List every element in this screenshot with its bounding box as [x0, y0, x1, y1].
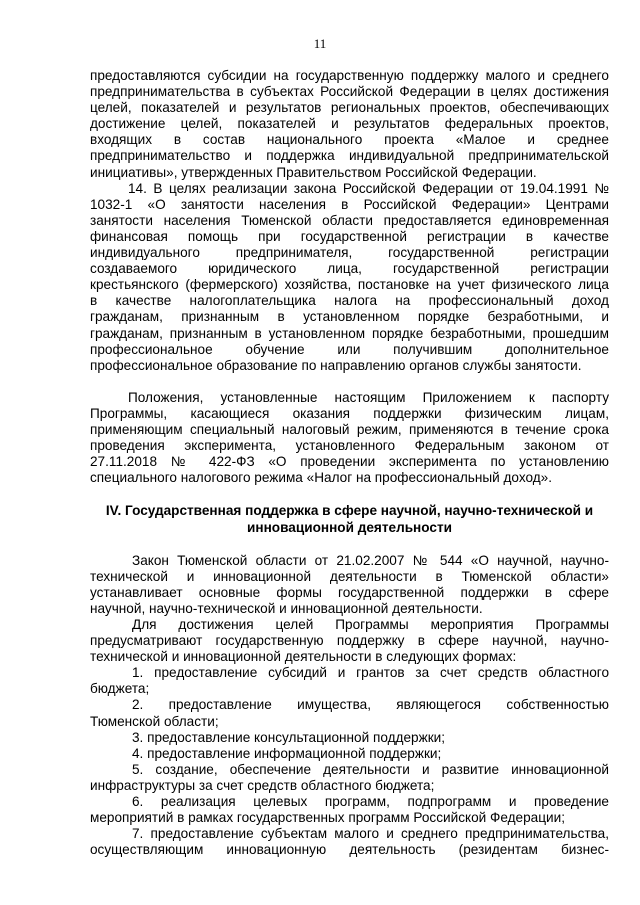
list-item: 4. предоставление информационной поддержки;: [132, 745, 442, 761]
text-line: гражданам, признанным в установленном порядке безработными, прошедшим: [90, 325, 609, 341]
text-line: инфраструктуры за счет средств областного бюджета;: [90, 777, 435, 793]
list-item: 5. создание, обеспечение деятельности и развитие инновационной: [132, 761, 609, 777]
text-line: Тюменской области;: [90, 713, 219, 729]
document-body: [90, 68, 609, 858]
text-line: предусматривают государственную поддержку в сфере научной, научно-: [90, 633, 609, 649]
text-line: технической и инновационной деятельности в следующих формах:: [90, 649, 517, 665]
text-line: индивидуального предпринимателя, государственной регистрации: [90, 245, 609, 261]
text-line: предпринимательства в субъектах Российской Федерации в целях достижения: [90, 84, 609, 100]
text-line: 1032-1 «О занятости населения в Российской Федерации» Центрами: [90, 196, 609, 212]
text-line: проведения эксперимента, установленного Федеральным законом от: [90, 438, 609, 454]
paragraph-gap: [90, 486, 609, 503]
text-line: научной, научно-технической и инновационной деятельности.: [90, 600, 483, 616]
text-line: Закон Тюменской области от 21.02.2007 № 544 «О научной, научно-: [132, 552, 609, 568]
paragraph-gap: [90, 536, 609, 553]
text-line: гражданам, признанным в установленном порядке безработными, и: [90, 309, 609, 325]
text-line: 27.11.2018 № 422-ФЗ «О проведении эксперимента по установлению: [90, 454, 609, 470]
text-line: инициативы», утвержденных Правительством Российской Федерации.: [90, 164, 537, 180]
text-line: специального налогового режима «Налог на профессиональный доход».: [90, 470, 553, 486]
text-line: входящих в состав национального проекта «Малое и среднее: [90, 132, 609, 148]
text-line: технической и инновационной деятельности в Тюменской области»: [90, 568, 609, 584]
paragraph-gap: [90, 374, 609, 390]
page-number: 11: [313, 36, 327, 51]
text-line: финансовая помощь при государственной регистрации в качестве: [90, 228, 609, 244]
text-line: создаваемого юридического лица, государственной регистрации: [90, 261, 609, 277]
list-item: 2. предоставление имущества, являющегося собственностью: [132, 697, 609, 713]
text-line: достижение целей, показателей и результатов федеральных проектов,: [90, 116, 609, 132]
text-line: Положения, установленные настоящим Приложением к паспорту: [128, 389, 609, 405]
list-item: 3. предоставление консультационной поддержки;: [132, 729, 446, 745]
text-line: профессиональное обучение или получившим дополнительное: [90, 341, 609, 357]
text-line: профессиональное образование по направлению органов службы занятости.: [90, 357, 582, 373]
text-line: осуществляющим инновационную деятельность (резидентам бизнес-: [90, 842, 609, 858]
text-line: Для достижения целей Программы мероприятия Программы: [132, 617, 609, 632]
list-item: 7. предоставление субъектам малого и среднего предпринимательства,: [132, 826, 609, 842]
list-item: 6. реализация целевых программ, подпрограмм и проведение: [132, 794, 609, 810]
list-item: 1. предоставление субсидий и грантов за счет средств областного: [132, 665, 609, 681]
text-line: мероприятий в рамках государственных программ Российской Федерации;: [90, 810, 565, 826]
text-line: применяющим специальный налоговый режим, применяются в течение срока: [90, 422, 609, 438]
text-line: бюджета;: [90, 681, 150, 697]
section-heading: инновационной деятельности: [247, 519, 452, 535]
text-line: устанавливает основные формы государственной поддержки в сфере: [90, 584, 609, 600]
text-line: занятости населения Тюменской области предоставляется единовременная: [90, 212, 609, 228]
section-heading: IV. Государственная поддержка в сфере научной, научно-технической и: [105, 503, 594, 519]
text-line: Программы, касающиеся оказания поддержки физическим лицам,: [90, 405, 609, 421]
text-line: целей, показателей и результатов региональных проектов, обеспечивающих: [90, 100, 609, 116]
text-line: предоставляются субсидии на государственную поддержку малого и среднего: [90, 68, 609, 83]
text-line: предпринимательство и поддержка индивидуальной предпринимательской: [90, 148, 609, 164]
text-line: в качестве налогоплательщика налога на профессиональный доход: [90, 293, 609, 309]
text-line: 14. В целях реализации закона Российской Федерации от 19.04.1991 №: [128, 180, 609, 196]
text-line: крестьянского (фермерского) хозяйства, постановке на учет физического лица: [90, 277, 609, 293]
